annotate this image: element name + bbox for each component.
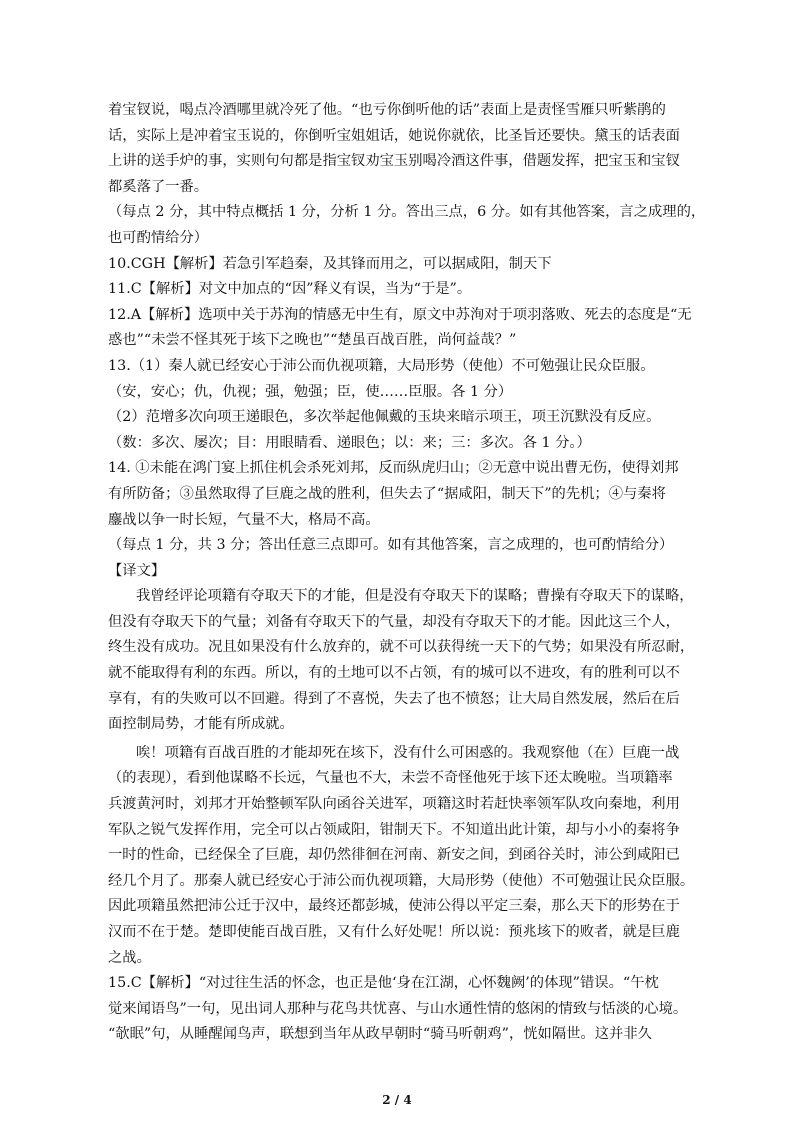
text-line: 就不能取得有利的东西。所以，有的土地可以不占领，有的城可以不进攻，有的胜利可以不 — [108, 665, 680, 682]
scoring-note: 也可酌情给分） — [108, 229, 209, 246]
answer-q11: 11.C【解析】对文中加点的“因”释义有误，当为“于是”。 — [108, 281, 472, 298]
section-heading-translation: 【译文】 — [108, 562, 166, 579]
text-line: 汉而不在于楚。楚即使能百战百胜，又有什么好处呢！所以说：预兆垓下的败者，就是巨鹿 — [108, 924, 680, 940]
text-line: 上讲的送手炉的事，实则句句都是指宝钗劝宝玉别喝冷酒这件事，借题发挥，把宝玉和宝钗 — [108, 153, 680, 170]
text-line: 都奚落了一番。 — [108, 178, 209, 195]
text-line: 着宝钗说，喝点冷酒哪里就冷死了他。“也亏你倒听他的话”表面上是责怪雪雁只听紫鹃的 — [108, 102, 666, 118]
scoring-note: （每点 2 分，其中特点概括 1 分，分析 1 分。答出三点，6 分。如有其他答案，言之成理的， — [108, 204, 706, 221]
text-line: 但没有夺取天下的气量；刘备有夺取天下的气量，却没有夺取天下的才能。因此这三个人， — [108, 613, 680, 630]
text-line: 经几个月了。那秦人就已经安心于沛公而仇视项籍，大局形势（使他）不可勉强让民众臣服。 — [108, 872, 695, 889]
page-number: 2 / 4 — [382, 1093, 412, 1107]
text-line: 军队之锐气发挥作用，完全可以占领咸阳，钳制天下。不知道出此计策，却与小小的秦将争 — [108, 821, 680, 838]
answer-q13-2: （2）范增多次向项王递眼色，多次举起他佩戴的玉块来暗示项王，项王沉默没有反应。 — [108, 409, 661, 426]
answer-q14-cont: 鏖战以争一时长短，气量不大，格局不高。 — [108, 511, 380, 528]
answer-q15-cont: 觉来闻语鸟”一句，见出词人那种与花鸟共忧喜、与山水通性情的悠闲的情致与恬淡的心境。 — [108, 1000, 688, 1017]
text-line: 兵渡黄河时，刘邦才开始整顿军队向函谷关进军，项籍这时若赶快率领军队攻向秦地，利用 — [108, 796, 680, 813]
translation-paragraph-1 — [108, 584, 695, 738]
answer-q14-cont: 有所防备；③虽然取得了巨鹿之战的胜利，但失去了“据咸阳，制天下”的先机；④与秦将 — [108, 485, 666, 502]
scoring-note: （安，安心；仇，仇视；强，勉强；臣，使……臣服。各 1 分） — [108, 383, 513, 400]
text-line: 之战。 — [108, 949, 151, 966]
page-content — [108, 98, 706, 1048]
text-line: （的表现），看到他谋略不长远，气量也不大，未尝不奇怪他死于垓下还太晚啦。当项籍率 — [108, 770, 673, 787]
text-line: 我曾经评论项籍有夺取天下的才能，但是没有夺取天下的谋略；曹操有夺取天下的谋略， — [136, 588, 694, 605]
text-line: 因此项籍虽然把沛公迁于汉中，最终还都彭城，使沛公得以平定三秦，那么天下的形势在于 — [108, 898, 680, 915]
translation-paragraph-2 — [108, 741, 695, 971]
scoring-note: （数：多次、屡次；目：用眼睛看、递眼色；以：来；三：多次。各 1 分。） — [108, 434, 591, 451]
answer-q12: 12.A【解析】选项中关于苏洵的情感无中生有，原文中苏洵对于项羽落败、死去的态度是“无 — [108, 306, 692, 323]
text-line: 终生没有成功。况且如果没有什么放弃的，就不可以获得统一天下的气势；如果没有所忍耐， — [108, 639, 695, 656]
answer-q10: 10.CGH【解析】若急引军趋秦，及其锋而用之，可以据咸阳，制天下 — [108, 255, 552, 272]
answer-q13-1: 13.（1）秦人就已经安心于沛公而仇视项籍，大局形势（使他）不可勉强让民众臣服。 — [108, 357, 655, 374]
text-line: 话，实际上是冲着宝玉说的，你倒听宝姐姐话，她说你就依，比圣旨还要快。黛玉的话表面 — [108, 127, 680, 144]
answer-q14: 14. ①未能在鸿门宴上抓住机会杀死刘邦，反而纵虎归山；②无意中说出曹无伤，使得刘邦 — [108, 460, 679, 477]
answer-q15: 15.C【解析】“对过往生活的怀念，也正是他‘身在江湖，心怀魏阙’的体现”错误。“午枕 — [108, 975, 659, 992]
answer-q15-cont: “欹眠”句，从睡醒闻鸟声，联想到当年从政早朝时“骑马听朝鸡”，恍如隔世。这并非久 — [108, 1026, 652, 1043]
text-line: 面控制局势，才能有所成就。 — [108, 716, 294, 733]
answer-q12-cont: 惑也”“未尝不怪其死于垓下之晚也”“楚虽百战百胜，尚何益哉？” — [108, 332, 517, 349]
text-line: 唉！项籍有百战百胜的才能却死在垓下，没有什么可困惑的。我观察他（在）巨鹿一战 — [136, 744, 680, 761]
scoring-note: （每点 1 分，共 3 分；答出任意三点即可。如有其他答案，言之成理的，也可酌情给分） — [108, 537, 674, 554]
text-line: 享有，有的失败可以不回避。得到了不喜悦，失去了也不愤怒；让大局自然发展，然后在后 — [108, 690, 680, 707]
text-line: 一时的性命，已经保全了巨鹿，却仍然徘徊在河南、新安之间，到函谷关时，沛公到咸阳已 — [108, 847, 680, 864]
